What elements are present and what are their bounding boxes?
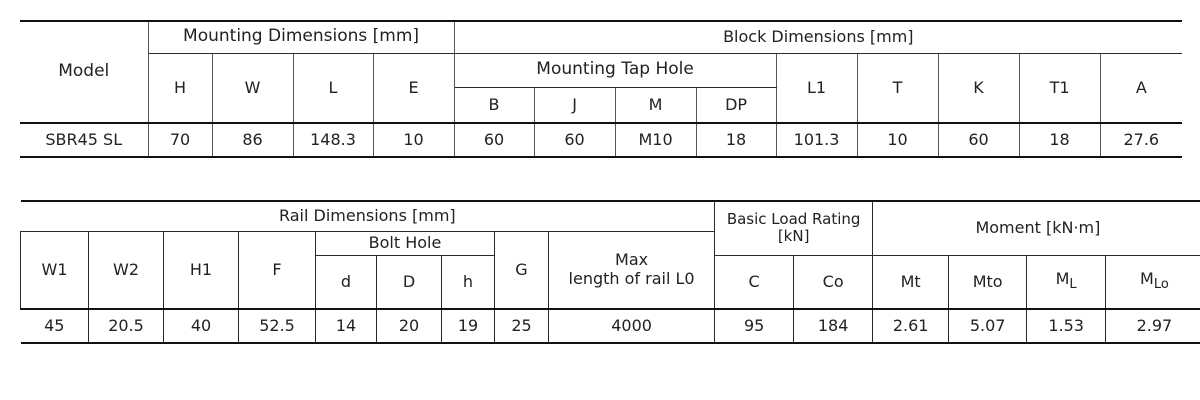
cell-ml: 1.53 [1027,309,1106,343]
rail-dimensions-header: Rail Dimensions [mm] [21,201,715,231]
model-header: Model [20,21,148,123]
cell-c: 95 [715,309,794,343]
col-h1-header: H1 [164,231,239,309]
col-mlo-header [1106,255,1200,309]
col-h-header: H [148,53,212,123]
cell-b: 60 [454,123,534,157]
cell-d-large: 20 [377,309,442,343]
col-d-small-header: d [316,255,377,309]
col-a-header: A [1100,53,1182,123]
col-w2-header: W2 [89,231,164,309]
cell-w2: 20.5 [89,309,164,343]
ml-base: M [1055,269,1070,289]
cell-h1: 40 [164,309,239,343]
col-f-header: F [239,231,316,309]
block-dimensions-header: Block Dimensions [mm] [454,21,1182,53]
col-e-header: E [373,53,454,123]
cell-co: 184 [794,309,873,343]
max-length-line1: Max [615,250,649,270]
col-k-header: K [938,53,1019,123]
cell-h: 70 [148,123,212,157]
cell-m: M10 [615,123,696,157]
col-mto-header: Mto [949,255,1027,309]
cell-h-small: 19 [442,309,495,343]
col-d-large-header: D [377,255,442,309]
col-g-header: G [495,231,549,309]
cell-mt: 2.61 [873,309,949,343]
cell-j: 60 [534,123,615,157]
col-j-header: J [534,87,615,123]
ml-sub: L [1069,277,1077,293]
col-h-small-header: h [442,255,495,309]
cell-e: 10 [373,123,454,157]
block-dimensions-table [20,20,1182,158]
col-b-header: B [454,87,534,123]
cell-g: 25 [495,309,549,343]
cell-dp: 18 [696,123,776,157]
mounting-tap-hole-header: Mounting Tap Hole [454,53,776,87]
cell-f: 52.5 [239,309,316,343]
mlo-sub: Lo [1153,277,1169,293]
cell-a: 27.6 [1100,123,1182,157]
load-rating-line2: [kN] [777,227,810,246]
col-co-header: Co [794,255,873,309]
col-l-header: L [293,53,373,123]
cell-max-length: 4000 [549,309,715,343]
cell-l: 148.3 [293,123,373,157]
cell-k: 60 [938,123,1019,157]
table-row [20,123,1182,157]
cell-mlo: 2.97 [1106,309,1200,343]
col-m-header: M [615,87,696,123]
bolt-hole-header: Bolt Hole [316,231,495,255]
cell-t1: 18 [1019,123,1100,157]
max-length-header [549,231,715,309]
cell-model: SBR45 SL [20,123,148,157]
col-w-header: W [212,53,293,123]
cell-t: 10 [857,123,938,157]
col-t1-header: T1 [1019,53,1100,123]
col-ml-header [1027,255,1106,309]
rail-dimensions-table [20,200,1200,344]
col-mt-header: Mt [873,255,949,309]
cell-l1: 101.3 [776,123,857,157]
col-t-header: T [857,53,938,123]
load-rating-line1: Basic Load Rating [726,210,861,228]
table-row [21,309,1200,343]
col-l1-header: L1 [776,53,857,123]
cell-mto: 5.07 [949,309,1027,343]
cell-w: 86 [212,123,293,157]
col-dp-header: DP [696,87,776,123]
basic-load-rating-header [715,201,873,255]
mounting-dimensions-header: Mounting Dimensions [mm] [148,21,454,53]
cell-d-small: 14 [316,309,377,343]
col-w1-header: W1 [21,231,89,309]
max-length-line2: length of rail L0 [568,268,695,288]
mlo-base: M [1140,269,1154,289]
cell-w1: 45 [21,309,89,343]
col-c-header: C [715,255,794,309]
moment-header: Moment [kN·m] [873,201,1200,255]
